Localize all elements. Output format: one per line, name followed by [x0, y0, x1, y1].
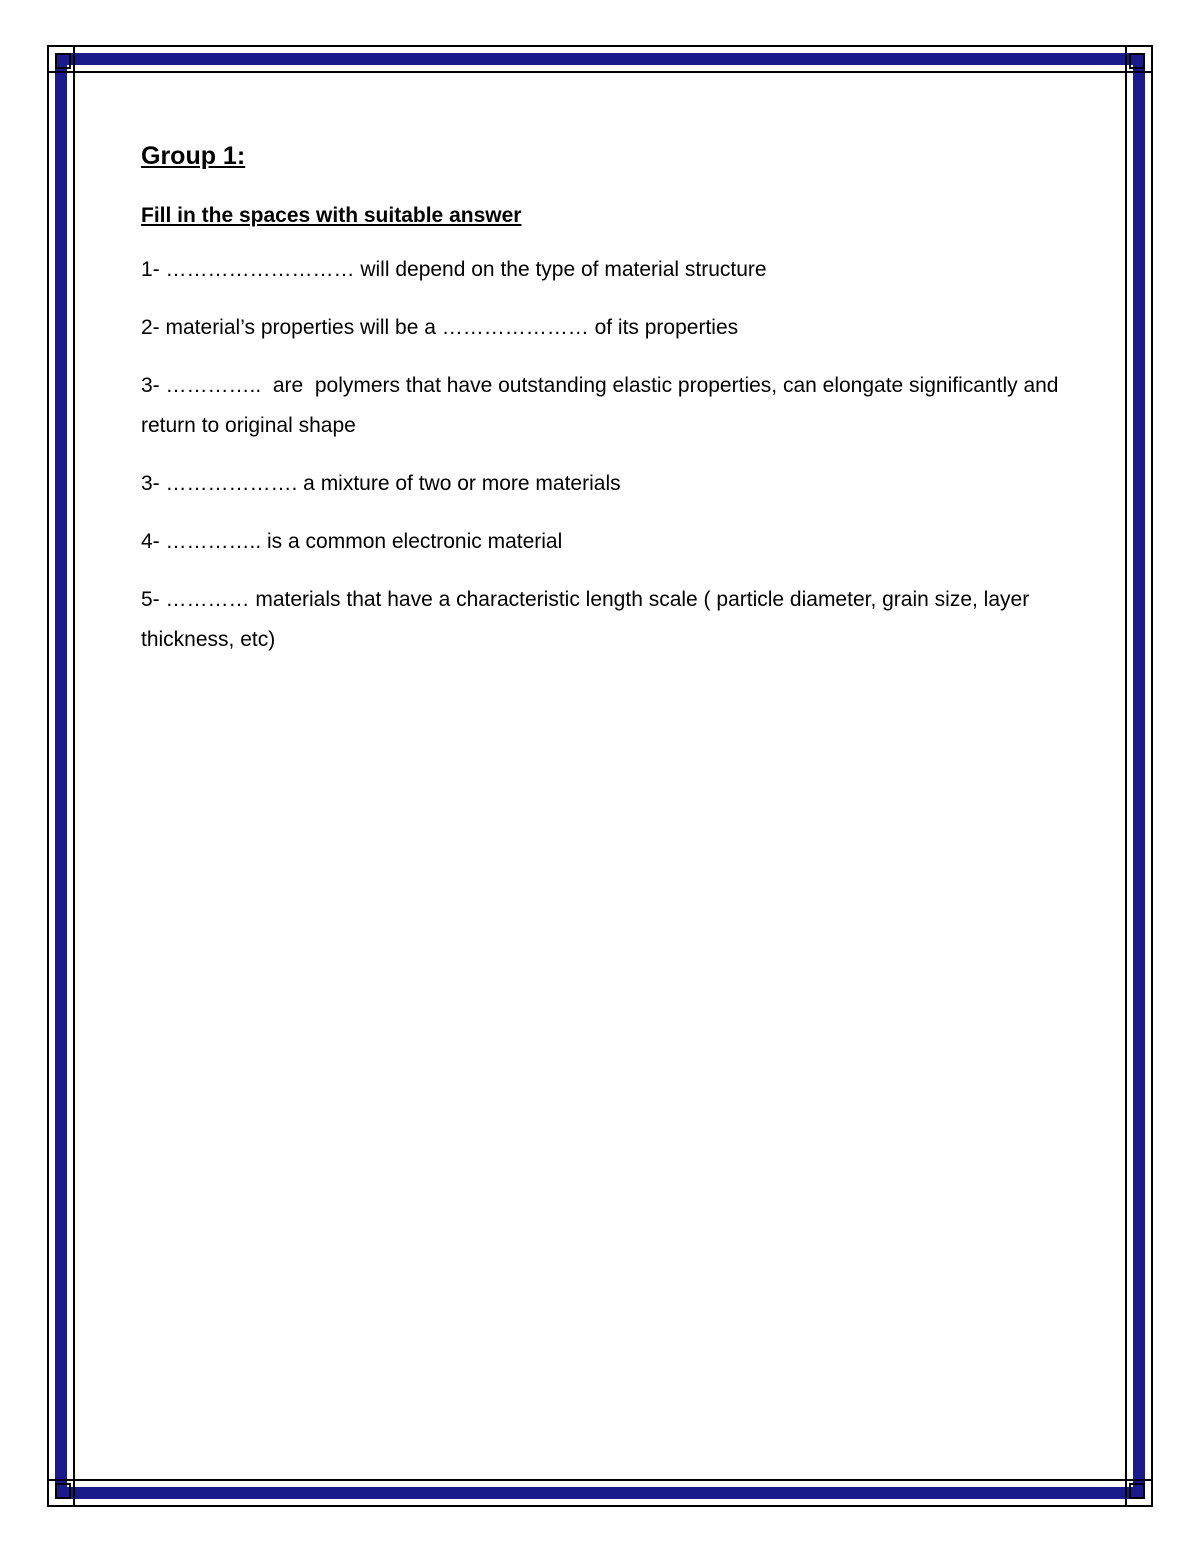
- question-4: 4- ………….. is a common electronic material: [141, 530, 563, 553]
- group-title: Group 1:: [141, 142, 246, 170]
- question-1: 1- ……………………… will depend on the type of material structure: [141, 258, 767, 281]
- question-3b: 3- ………………. a mixture of two or more materials: [141, 472, 621, 495]
- document-body: [141, 140, 1065, 678]
- instruction-heading: Fill in the spaces with suitable answer: [141, 204, 522, 227]
- question-2: 2- material’s properties will be a ………………… of its properties: [141, 316, 739, 339]
- question-5: 5- ………… materials that have a characteristic length scale ( particle diameter, grain size, layer thickness, etc): [141, 588, 1036, 651]
- question-3a: 3- ………….. are polymers that have outstanding elastic properties, can elongate significantly and return to original shape: [141, 374, 1065, 437]
